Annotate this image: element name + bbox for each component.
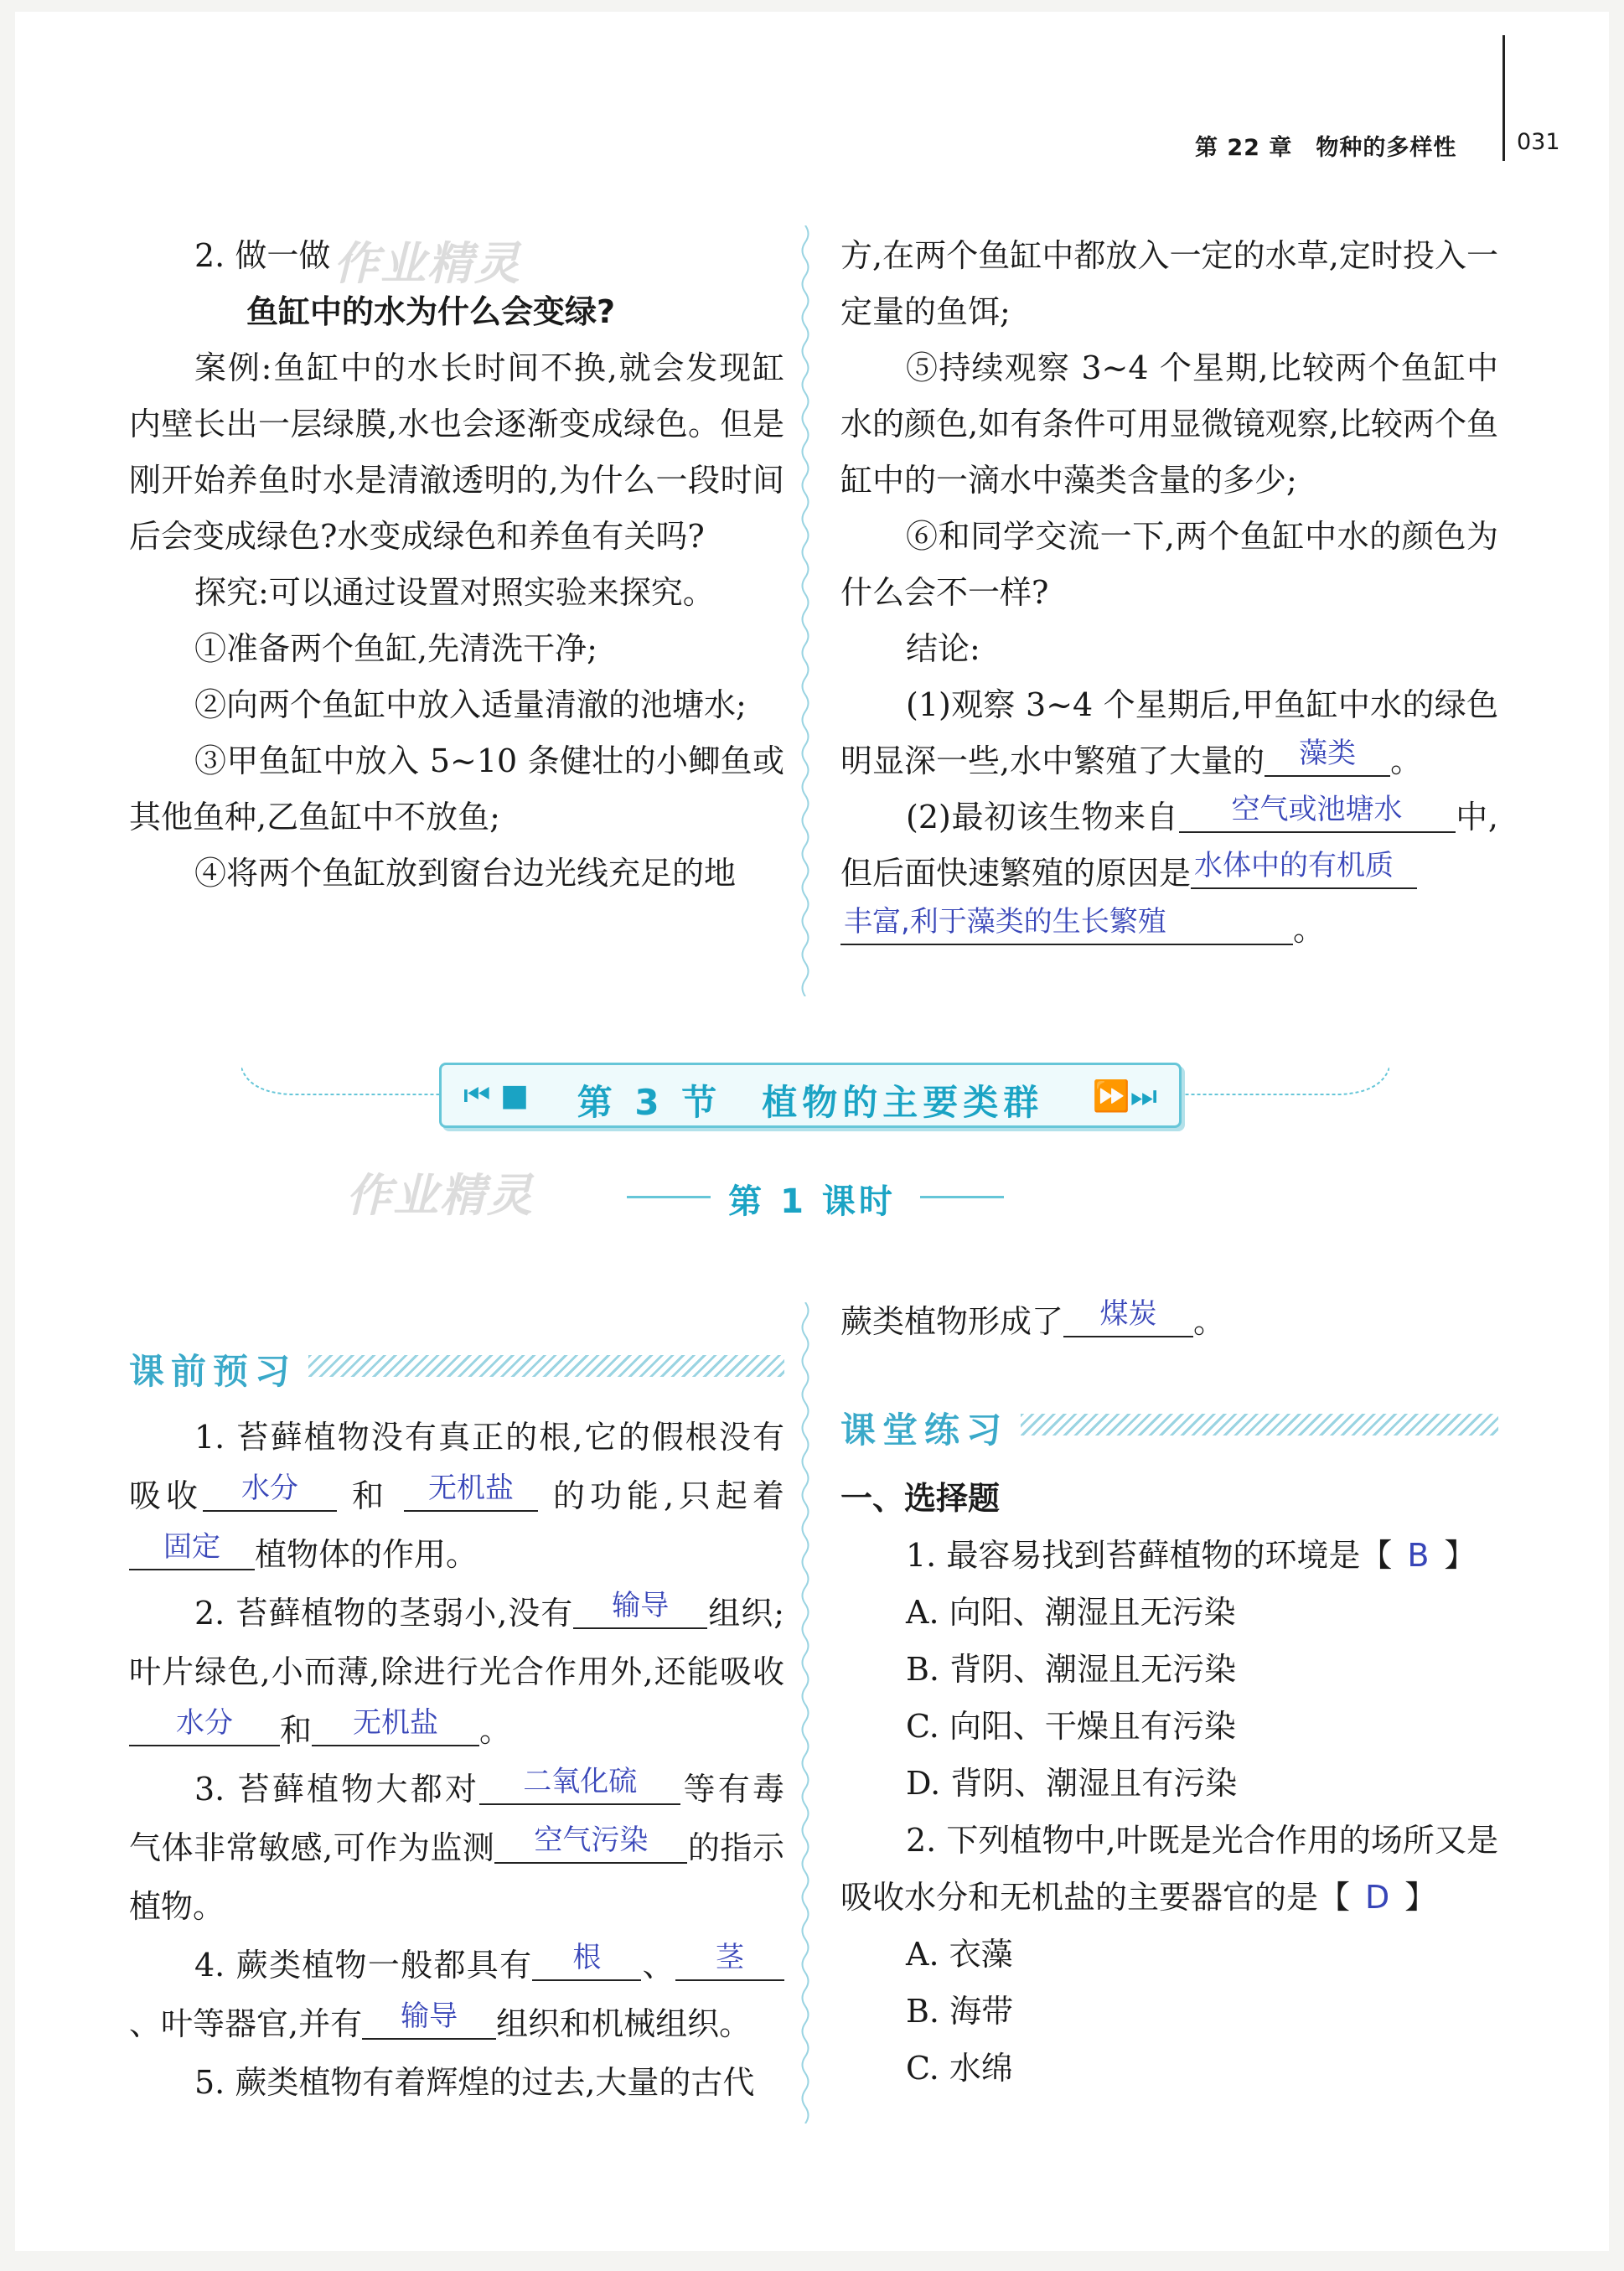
activity-step-2: ②向两个鱼缸中放入适量清澈的池塘水; — [194, 686, 747, 723]
conclusion-2-blank-a[interactable] — [1179, 793, 1456, 833]
practice-q2-stem: 2. 下列植物中,叶既是光合作用的场所又是吸收水分和无机盐的主要器官的是【 D 】 — [840, 1822, 1498, 1916]
practice-q1-answer[interactable]: B — [1407, 1537, 1430, 1574]
preview-heading: 课前预习 — [129, 1351, 297, 1392]
conclusion-2-answer-b1: 水体中的有机质 — [1194, 849, 1394, 882]
preview-q5-part2: 蕨类植物形成了 煤炭 。 — [840, 1297, 1226, 1340]
activity-left-column — [129, 228, 784, 902]
preview-q1-blank-1[interactable] — [203, 1472, 337, 1512]
section-title: 第 3 节 植物的主要类群 — [577, 1082, 1044, 1123]
conclusion-2: (2)最初该生物来自 空气或池塘水 中,但后面快速繁殖的原因是 水体中的有机质 丰富,利于藻类的生长繁殖 。 — [840, 793, 1498, 948]
conclusion-2-blank-b1[interactable] — [1191, 849, 1417, 889]
preview-column — [129, 1408, 784, 2112]
preview-q2-answer-2: 水分 — [176, 1706, 233, 1740]
preview-q3-blank-1[interactable] — [479, 1765, 680, 1805]
header-rule — [1502, 35, 1505, 161]
activity-case: 案例:鱼缸中的水长时间不换,就会发现缸内壁长出一层绿膜,水也会逐渐变成绿色。但是刚开始养鱼时水是清澈透明的,为什么一段时间后会变成绿色?水变成绿色和养鱼有关吗? — [129, 349, 784, 555]
rewind-icon: ⏮ ■ — [463, 1079, 529, 1113]
watermark-mid: 作业精灵 — [346, 1169, 534, 1222]
practice-column — [840, 1294, 1498, 1350]
practice-part-title: 一、选择题 — [840, 1480, 1001, 1517]
preview-q2-blank-2[interactable] — [129, 1706, 280, 1746]
preview-q4-answer-1: 根 — [572, 1941, 602, 1974]
preview-q3: 3. 苔藓植物大都对 二氧化硫 等有毒气体非常敏感,可作为监测 空气污染 的指示植物。 — [129, 1765, 784, 1925]
preview-q1-blank-3[interactable] — [129, 1530, 255, 1570]
activity-step-1: ①准备两个鱼缸,先清洗干净; — [194, 630, 597, 667]
practice-heading-hatch — [1021, 1414, 1498, 1436]
practice-questions — [840, 1470, 1498, 2097]
column-divider-top — [798, 225, 813, 996]
conclusion-1-blank[interactable] — [1265, 737, 1390, 777]
preview-q2-answer-3: 无机盐 — [353, 1706, 439, 1740]
preview-q2: 2. 苔藓植物的茎弱小,没有 输导 组织;叶片绿色,小而薄,除进行光合作用外,还能吸收 水分 和 无机盐 。 — [129, 1589, 784, 1749]
preview-q1-answer-1: 水分 — [240, 1472, 298, 1505]
practice-q2-answer[interactable]: D — [1365, 1879, 1390, 1916]
page-number: 031 — [1517, 129, 1560, 155]
preview-heading-hatch — [308, 1355, 784, 1377]
preview-q4-blank-3[interactable] — [362, 1999, 496, 2040]
practice-q1-stem: 1. 最容易找到苔藓植物的环境是【 B 】 — [906, 1537, 1477, 1574]
activity-step-6: ⑥和同学交流一下,两个鱼缸中水的颜色为什么会不一样? — [840, 518, 1498, 611]
practice-q2-option-c[interactable]: C. 水绵 — [906, 2050, 1013, 2087]
activity-step-5: ⑤持续观察 3~4 个星期,比较两个鱼缸中水的颜色,如有条件可用显微镜观察,比较两个鱼缸中的一滴水中藻类含量的多少; — [840, 349, 1498, 499]
preview-q4-answer-2: 茎 — [715, 1941, 744, 1974]
conclusion-1-answer: 藻类 — [1299, 737, 1357, 770]
preview-q1-answer-2: 无机盐 — [428, 1472, 514, 1505]
practice-q1-option-b[interactable]: B. 背阴、潮湿且无污染 — [906, 1651, 1237, 1688]
practice-q1-option-a[interactable]: A. 向阳、潮湿且无污染 — [906, 1594, 1236, 1631]
preview-q3-answer-1: 二氧化硫 — [523, 1765, 638, 1798]
conclusion-2-answer-a: 空气或池塘水 — [1231, 793, 1403, 826]
activity-step-3: ③甲鱼缸中放入 5~10 条健壮的小鲫鱼或其他鱼种,乙鱼缸中不放鱼; — [129, 742, 784, 835]
practice-q1-option-c[interactable]: C. 向阳、干燥且有污染 — [906, 1708, 1236, 1745]
preview-q2-answer-1: 输导 — [612, 1589, 670, 1622]
practice-q1-option-d[interactable]: D. 背阴、潮湿且有污染 — [906, 1765, 1238, 1802]
preview-q2-blank-1[interactable] — [573, 1589, 707, 1629]
fast-forward-icon: ⏩⏭ — [1092, 1079, 1157, 1114]
preview-q5-blank[interactable] — [1063, 1297, 1193, 1337]
preview-q1-blank-2[interactable] — [404, 1472, 538, 1512]
preview-q4-blank-1[interactable] — [532, 1941, 641, 1981]
section-banner — [439, 1063, 1182, 1128]
conclusion-2-blank-b2[interactable] — [840, 905, 1293, 945]
conclusion-2-answer-b2: 丰富,利于藻类的生长繁殖 — [844, 905, 1166, 939]
preview-q4: 4. 蕨类植物一般都具有 根 、 茎 、叶等器官,并有 输导 组织和机械组织。 — [129, 1936, 784, 2053]
lesson-title: 第 1 课时 — [728, 1182, 896, 1221]
preview-q5-part1: 5. 蕨类植物有着辉煌的过去,大量的古代 — [194, 2064, 755, 2101]
column-divider-bottom — [798, 1302, 813, 2124]
preview-q4-blank-2[interactable] — [675, 1941, 784, 1981]
activity-explore: 探究:可以通过设置对照实验来探究。 — [194, 574, 715, 611]
watermark-top: 作业精灵 — [334, 237, 521, 290]
preview-q1: 1. 苔藓植物没有真正的根,它的假根没有吸收 水分 和 无机盐 的功能,只起着 固定 植物体的作用。 — [129, 1419, 784, 1573]
preview-q5-answer: 煤炭 — [1099, 1297, 1157, 1331]
activity-step-4-part2: 方,在两个鱼缸中都放入一定的水草,定时投入一定量的鱼饵; — [840, 237, 1498, 330]
preview-q4-answer-3: 输导 — [401, 1999, 458, 2033]
workbook-page — [15, 12, 1609, 2251]
preview-q1-answer-3: 固定 — [163, 1530, 220, 1564]
activity-right-column — [840, 228, 1498, 958]
preview-q3-blank-2[interactable] — [494, 1824, 687, 1864]
activity-heading: 2. 做一做 — [194, 237, 331, 274]
practice-q2-option-b[interactable]: B. 海带 — [906, 1993, 1014, 2030]
conclusion-label: 结论: — [906, 630, 980, 667]
preview-q2-blank-3[interactable] — [312, 1706, 479, 1746]
conclusion-1: (1)观察 3~4 个星期后,甲鱼缸中水的绿色明显深一些,水中繁殖了大量的 藻类 。 — [840, 686, 1498, 779]
activity-step-4-part1: ④将两个鱼缸放到窗台边光线充足的地 — [194, 855, 737, 892]
practice-q2-option-a[interactable]: A. 衣藻 — [906, 1936, 1013, 1973]
practice-heading: 课堂练习 — [840, 1410, 1009, 1451]
chapter-title: 第 22 章 物种的多样性 — [1195, 135, 1457, 161]
preview-q3-answer-2: 空气污染 — [534, 1824, 649, 1857]
activity-subtitle: 鱼缸中的水为什么会变绿? — [246, 293, 616, 330]
